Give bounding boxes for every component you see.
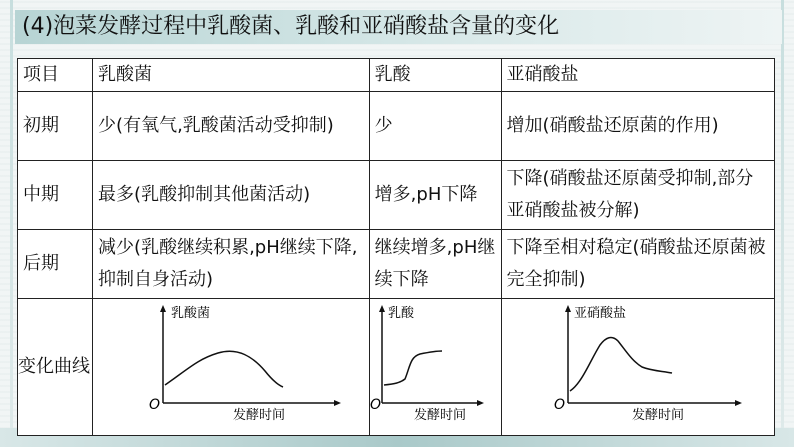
curve-row bbox=[18, 299, 775, 436]
table-row bbox=[18, 161, 775, 230]
left-border bbox=[10, 0, 13, 447]
acid-curve-graph bbox=[370, 299, 497, 424]
table-row bbox=[18, 230, 775, 299]
acid-cell: 少 bbox=[369, 92, 501, 161]
x-axis-arrow bbox=[735, 400, 742, 406]
comparison-table bbox=[17, 58, 775, 436]
x-axis-label: 发酵时间 bbox=[413, 408, 466, 423]
x-axis-arrow bbox=[477, 400, 484, 406]
y-axis-label: 亚硝酸盐 bbox=[573, 306, 626, 321]
nitrite-graph-cell bbox=[501, 299, 774, 436]
table-row bbox=[18, 92, 775, 161]
bacteria-curve bbox=[165, 351, 283, 387]
bacteria-cell: 少(有氧气,乳酸菌活动受抑制) bbox=[93, 92, 370, 161]
acid-curve bbox=[384, 351, 442, 385]
nitrite-cell: 增加(硝酸盐还原菌的作用) bbox=[501, 92, 774, 161]
x-axis-label: 发酵时间 bbox=[233, 408, 286, 423]
y-axis-label: 乳酸 bbox=[387, 306, 414, 321]
curve-row-label: 变化曲线 bbox=[18, 299, 93, 436]
header-nitrite: 亚硝酸盐 bbox=[501, 59, 774, 92]
header-acid: 乳酸 bbox=[369, 59, 501, 92]
bacteria-cell: 最多(乳酸抑制其他菌活动) bbox=[93, 161, 370, 230]
nitrite-curve-graph bbox=[502, 299, 763, 424]
y-axis-arrow bbox=[379, 305, 385, 312]
acid-cell: 增多,pH下降 bbox=[369, 161, 501, 230]
slide-title: (4)泡菜发酵过程中乳酸菌、乳酸和亚硝酸盐含量的变化 bbox=[22, 14, 560, 39]
header-bacteria: 乳酸菌 bbox=[93, 59, 370, 92]
row-label: 后期 bbox=[18, 230, 93, 299]
x-axis-label: 发酵时间 bbox=[631, 408, 684, 423]
row-label: 初期 bbox=[18, 92, 93, 161]
right-border bbox=[781, 0, 784, 447]
acid-cell: 继续增多,pH继续下降 bbox=[369, 230, 501, 299]
nitrite-curve bbox=[570, 338, 672, 391]
header-row bbox=[18, 59, 775, 92]
y-axis-arrow bbox=[565, 305, 571, 312]
x-axis-arrow bbox=[334, 400, 341, 406]
origin-label: O bbox=[149, 397, 161, 413]
bacteria-curve-graph bbox=[93, 299, 357, 424]
acid-graph-cell bbox=[369, 299, 501, 436]
nitrite-cell: 下降至相对稳定(硝酸盐还原菌被完全抑制) bbox=[501, 230, 774, 299]
nitrite-cell: 下降(硝酸盐还原菌受抑制,部分亚硝酸盐被分解) bbox=[501, 161, 774, 230]
header-item: 项目 bbox=[18, 59, 93, 92]
y-axis-arrow bbox=[160, 305, 166, 312]
bacteria-graph-cell bbox=[93, 299, 370, 436]
bacteria-cell: 减少(乳酸继续积累,pH继续下降,抑制自身活动) bbox=[93, 230, 370, 299]
origin-label: O bbox=[553, 397, 565, 413]
row-label: 中期 bbox=[18, 161, 93, 230]
y-axis-label: 乳酸菌 bbox=[171, 306, 211, 321]
origin-label: O bbox=[369, 397, 381, 413]
